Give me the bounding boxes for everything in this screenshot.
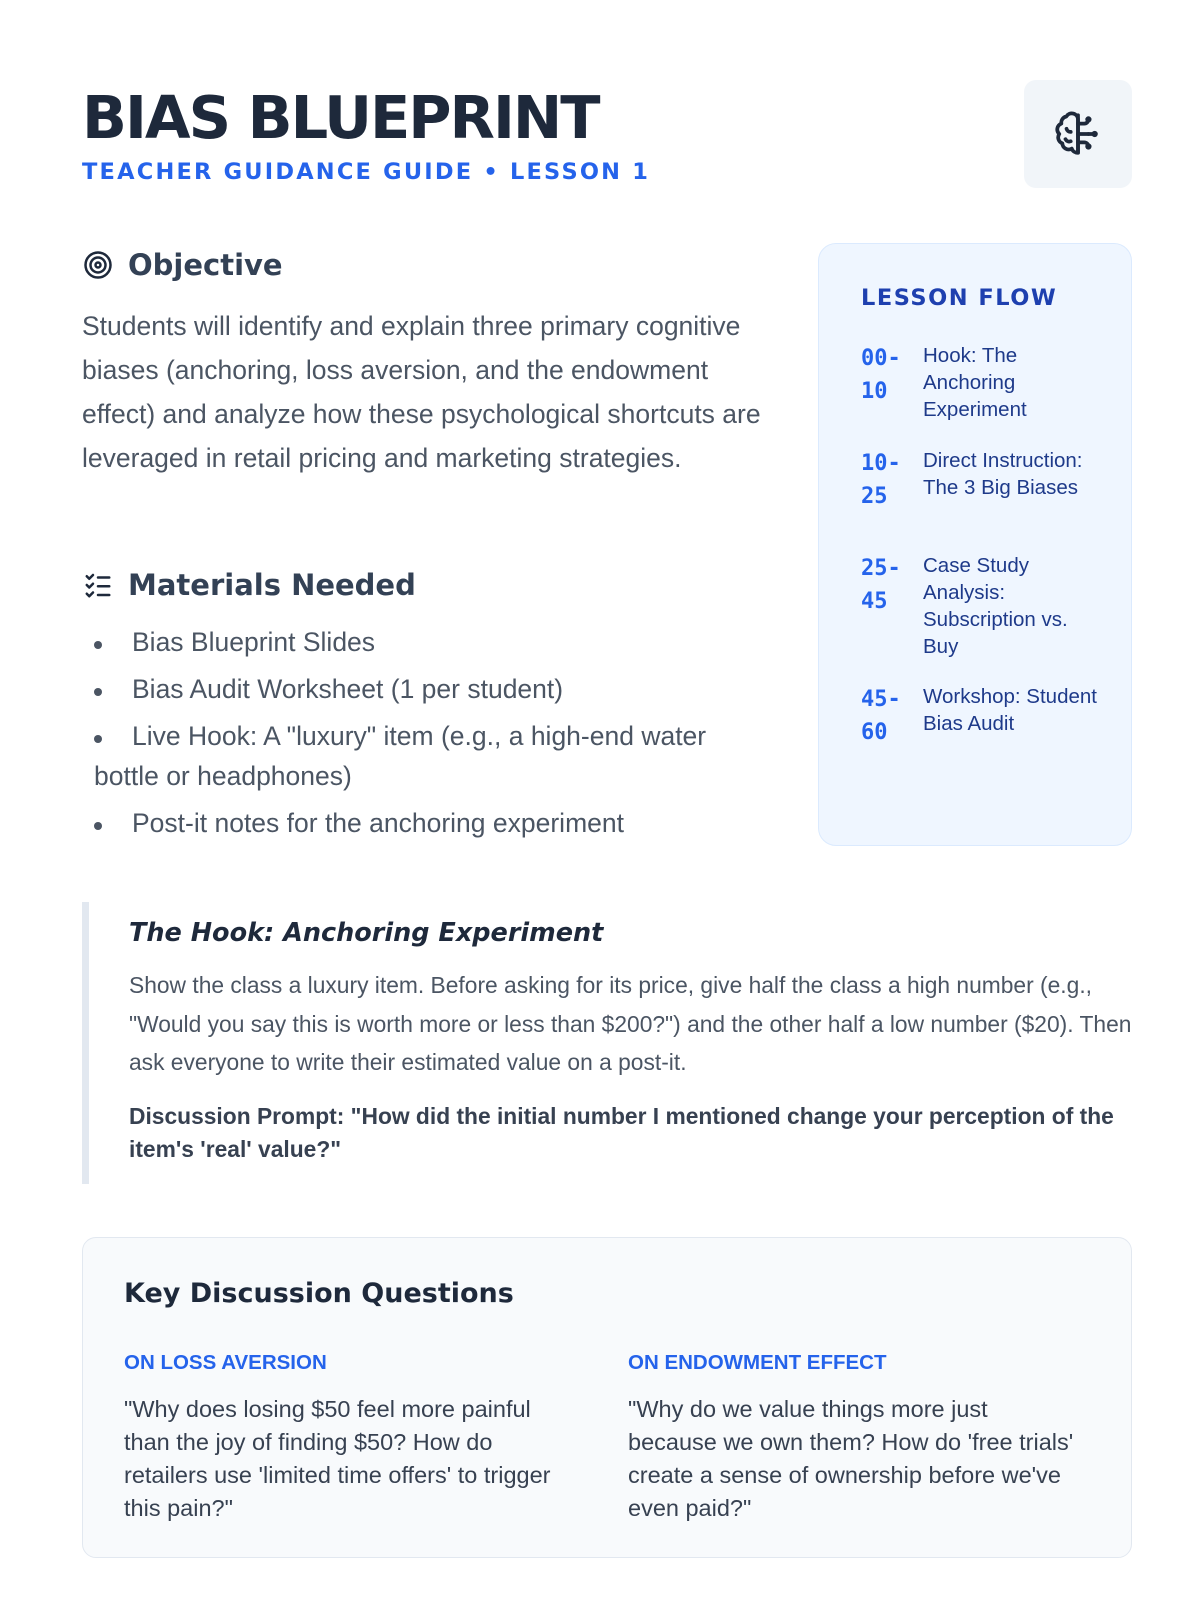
- objective-text: Students will identify and explain three primary cognitive biases (anchoring, loss aversion, and the endowment effect) and analyze how these psychological shortcuts are leveraged in retail pricing and marketing strategies.: [82, 311, 761, 473]
- flow-label: Hook: The Anchoring Experiment: [923, 344, 1027, 421]
- list-item: Bias Blueprint Slides: [94, 622, 774, 662]
- question-column-loss-aversion: [124, 1350, 579, 1525]
- materials-heading: [82, 567, 416, 603]
- question-text: "Why does losing $50 feel more painful than the joy of finding $50? How do retailers use 'limited time offers' to trigger this pain?": [124, 1396, 551, 1521]
- question-text: "Why do we value things more just because we own them? How do 'free trials' create a sense of ownership before we've even paid?": [628, 1396, 1074, 1521]
- question-column-endowment-effect: [628, 1350, 1083, 1525]
- brain-badge: [1024, 80, 1132, 188]
- materials-list: [94, 622, 774, 850]
- flow-time: 10-25: [861, 451, 901, 509]
- key-questions-card: [82, 1237, 1132, 1558]
- lesson-guide-page: [82, 0, 1132, 1600]
- flow-label: Direct Instruction: The 3 Big Biases: [923, 449, 1083, 499]
- page-title: BIAS BLUEPRINT: [82, 83, 599, 152]
- hook-title: The Hook: Anchoring Experiment: [129, 918, 604, 948]
- hook-discussion-prompt: Discussion Prompt: "How did the initial number I mentioned change your perception of the item's 'real' value?": [129, 1103, 1114, 1162]
- flow-label: Case Study Analysis: Subscription vs. Buy: [923, 554, 1068, 658]
- objective-title: Objective: [128, 248, 283, 282]
- list-item: Post-it notes for the anchoring experiment: [94, 803, 774, 843]
- flow-time: 25-45: [861, 556, 901, 614]
- list-item: Bias Audit Worksheet (1 per student): [94, 669, 774, 709]
- checklist-icon: [82, 569, 114, 601]
- lesson-flow-title: LESSON FLOW: [861, 285, 1058, 311]
- materials-title: Materials Needed: [128, 568, 416, 602]
- flow-time: 45-60: [861, 687, 901, 745]
- question-label: ON LOSS AVERSION: [124, 1351, 327, 1374]
- question-label: ON ENDOWMENT EFFECT: [628, 1351, 887, 1374]
- flow-time: 00-10: [861, 346, 901, 404]
- header: [82, 80, 1132, 190]
- page-subtitle: TEACHER GUIDANCE GUIDE • LESSON 1: [82, 159, 651, 185]
- hook-body: Show the class a luxury item. Before asking for its price, give half the class a high number (e.g., "Would you say this is worth more or less than $200?") and the other half a low number ($20). Then ask everyone to write their estimated value on a post-it.: [129, 972, 1132, 1075]
- lesson-flow-panel: [818, 243, 1132, 846]
- hook-callout: [82, 902, 1132, 1184]
- list-item: Live Hook: A "luxury" item (e.g., a high-end water bottle or headphones): [94, 716, 774, 796]
- key-questions-title: Key Discussion Questions: [124, 1278, 514, 1309]
- brain-icon: [1053, 109, 1103, 159]
- target-icon: [82, 249, 114, 281]
- flow-label: Workshop: Student Bias Audit: [923, 685, 1097, 735]
- objective-heading: [82, 247, 283, 283]
